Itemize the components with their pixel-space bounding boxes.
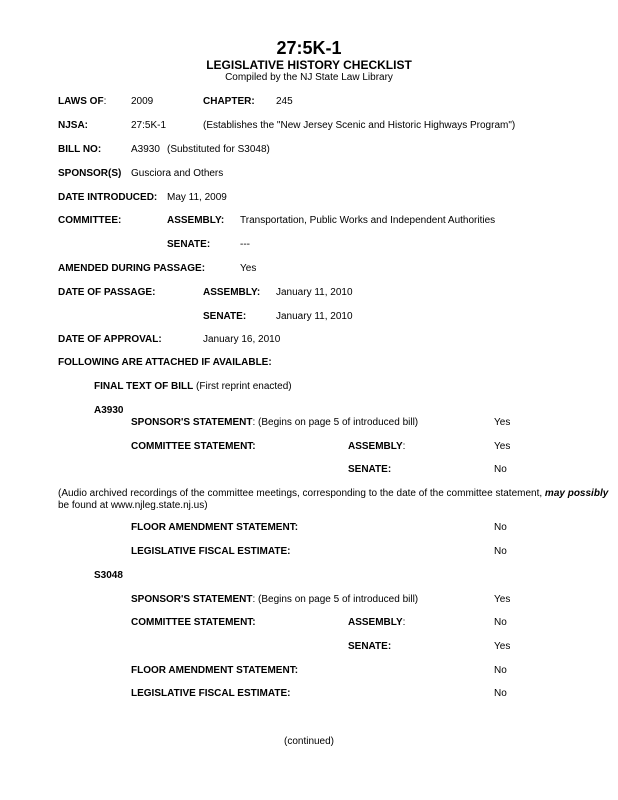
bill-no-label: BILL NO: [58, 144, 102, 155]
passage-senate-value: January 11, 2010 [276, 311, 353, 322]
a3930-fiscal-estimate-label: LEGISLATIVE FISCAL ESTIMATE: [131, 546, 291, 557]
document-subtitle: LEGISLATIVE HISTORY CHECKLIST [206, 58, 412, 72]
s3048-committee-statement-label: COMMITTEE STATEMENT: [131, 617, 256, 628]
passage-assembly-label: ASSEMBLY: [203, 287, 261, 298]
a3930-assembly-value: Yes [494, 441, 511, 452]
s3048-fiscal-estimate-value: No [494, 688, 507, 699]
audio-note-line2: be found at www.njleg.state.nj.us) [58, 500, 208, 511]
s3048-floor-amendment-label: FLOOR AMENDMENT STATEMENT: [131, 665, 299, 676]
date-of-passage-label: DATE OF PASSAGE: [58, 287, 156, 298]
chapter-label: CHAPTER: [203, 96, 255, 107]
amended-label: AMENDED DURING PASSAGE: [58, 263, 206, 274]
committee-assembly-label: ASSEMBLY: [167, 215, 225, 226]
s3048-senate-label: SENATE: [348, 641, 392, 652]
s3048-senate-value: Yes [494, 641, 511, 652]
a3930-fiscal-estimate-value: No [494, 546, 507, 557]
laws-of-label: LAWS OF: [58, 96, 107, 107]
sponsors-value: Gusciora and Others [131, 168, 224, 179]
s3048-fiscal-estimate-label: LEGISLATIVE FISCAL ESTIMATE: [131, 688, 291, 699]
s3048-sponsor-statement-value: Yes [494, 594, 511, 605]
passage-assembly-value: January 11, 2010 [276, 287, 353, 298]
a3930-heading: A3930 [94, 405, 124, 416]
njsa-description: (Establishes the "New Jersey Scenic and Historic Highways Program") [203, 120, 516, 131]
audio-note-line1: (Audio archived recordings of the committee meetings, corresponding to the date of the committee statement, may possibly [58, 488, 609, 499]
a3930-floor-amendment-label: FLOOR AMENDMENT STATEMENT: [131, 522, 299, 533]
page-title: 27:5K-1 [276, 38, 342, 58]
a3930-sponsor-statement: SPONSOR'S STATEMENT: (Begins on page 5 of introduced bill) [131, 417, 419, 428]
a3930-senate-label: SENATE: [348, 464, 392, 475]
final-text-line: FINAL TEXT OF BILL (First reprint enacted) [94, 381, 292, 392]
a3930-committee-statement-label: COMMITTEE STATEMENT: [131, 441, 256, 452]
a3930-assembly-label: ASSEMBLY: [348, 441, 406, 452]
a3930-senate-value: No [494, 464, 507, 475]
passage-senate-label: SENATE: [203, 311, 247, 322]
continued-note: (continued) [283, 736, 335, 747]
compiled-by: Compiled by the NJ State Law Library [225, 72, 393, 83]
bill-no-value: A3930 [131, 144, 160, 155]
s3048-assembly-label: ASSEMBLY: [348, 617, 406, 628]
date-introduced-label: DATE INTRODUCED: [58, 192, 158, 203]
njsa-label: NJSA: [58, 120, 89, 131]
a3930-sponsor-statement-value: Yes [494, 417, 511, 428]
attached-heading: FOLLOWING ARE ATTACHED IF AVAILABLE: [58, 357, 272, 368]
committee-label: COMMITTEE: [58, 215, 122, 226]
committee-assembly-value: Transportation, Public Works and Independent Authorities [240, 215, 496, 226]
bill-no-note: (Substituted for S3048) [167, 144, 270, 155]
s3048-heading: S3048 [94, 570, 123, 581]
sponsors-label: SPONSOR(S) [58, 168, 122, 179]
committee-senate-label: SENATE: [167, 239, 211, 250]
committee-senate-value: --- [240, 239, 250, 250]
s3048-sponsor-statement: SPONSOR'S STATEMENT: (Begins on page 5 of introduced bill) [131, 594, 419, 605]
njsa-value: 27:5K-1 [131, 120, 167, 131]
laws-of-value: 2009 [131, 96, 154, 107]
date-of-approval-value: January 16, 2010 [203, 334, 281, 345]
amended-value: Yes [240, 263, 257, 274]
s3048-assembly-value: No [494, 617, 507, 628]
date-of-approval-label: DATE OF APPROVAL: [58, 334, 162, 345]
chapter-value: 245 [276, 96, 293, 107]
date-introduced-value: May 11, 2009 [167, 192, 227, 203]
a3930-floor-amendment-value: No [494, 522, 507, 533]
s3048-floor-amendment-value: No [494, 665, 507, 676]
